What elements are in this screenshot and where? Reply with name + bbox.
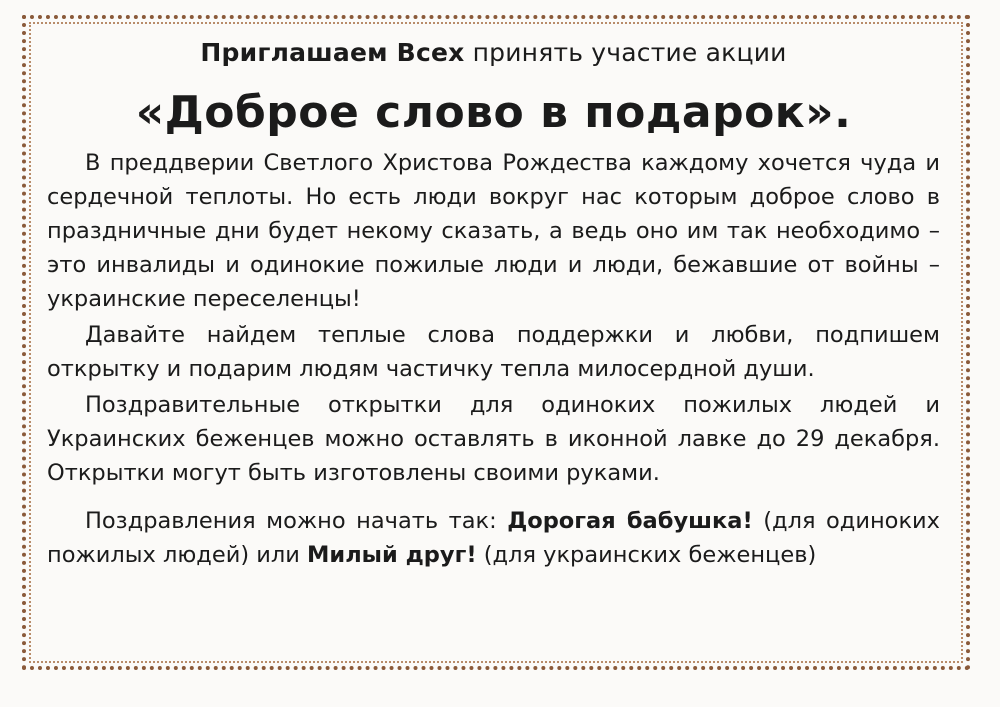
greeting-example-grandmother: Дорогая бабушка! xyxy=(507,508,753,534)
paragraph-greeting xyxy=(47,504,940,572)
greeting-example-friend: Милый друг! xyxy=(307,542,477,568)
invitation-bold: Приглашаем Всех xyxy=(200,38,465,67)
invitation-rest: принять участие акции xyxy=(464,38,787,67)
greeting-intro: Поздравления можно начать так: xyxy=(85,508,508,534)
invitation-line xyxy=(47,38,940,67)
action-title: «Доброе слово в подарок». xyxy=(135,87,852,138)
greeting-middle: (для одиноких пожилых людей) или xyxy=(47,508,940,568)
greeting-end: (для украинских беженцев) xyxy=(476,542,817,568)
paragraph-intro: В преддверии Светлого Христова Рождества каждому хочется чуда и сердечной теплоты. Но есть люди вокруг нас которым доброе слово в праздничные дни будет некому сказать, а ведь оно им так необходимо – это инвалиды и одинокие пожилые люди и люди, бежавшие от войны – украинские переселенцы! xyxy=(47,150,940,312)
document-content xyxy=(47,38,940,574)
paragraph-call: Давайте найдем теплые слова поддержки и любви, подпишем открытку и подарим людям частичку тепла милосердной души. xyxy=(47,322,940,382)
paragraph-instructions: Поздравительные открытки для одиноких пожилых людей и Украинских беженцев можно оставлять в иконной лавке до 29 декабря. Открытки могут быть изготовлены своими руками. xyxy=(47,392,940,486)
